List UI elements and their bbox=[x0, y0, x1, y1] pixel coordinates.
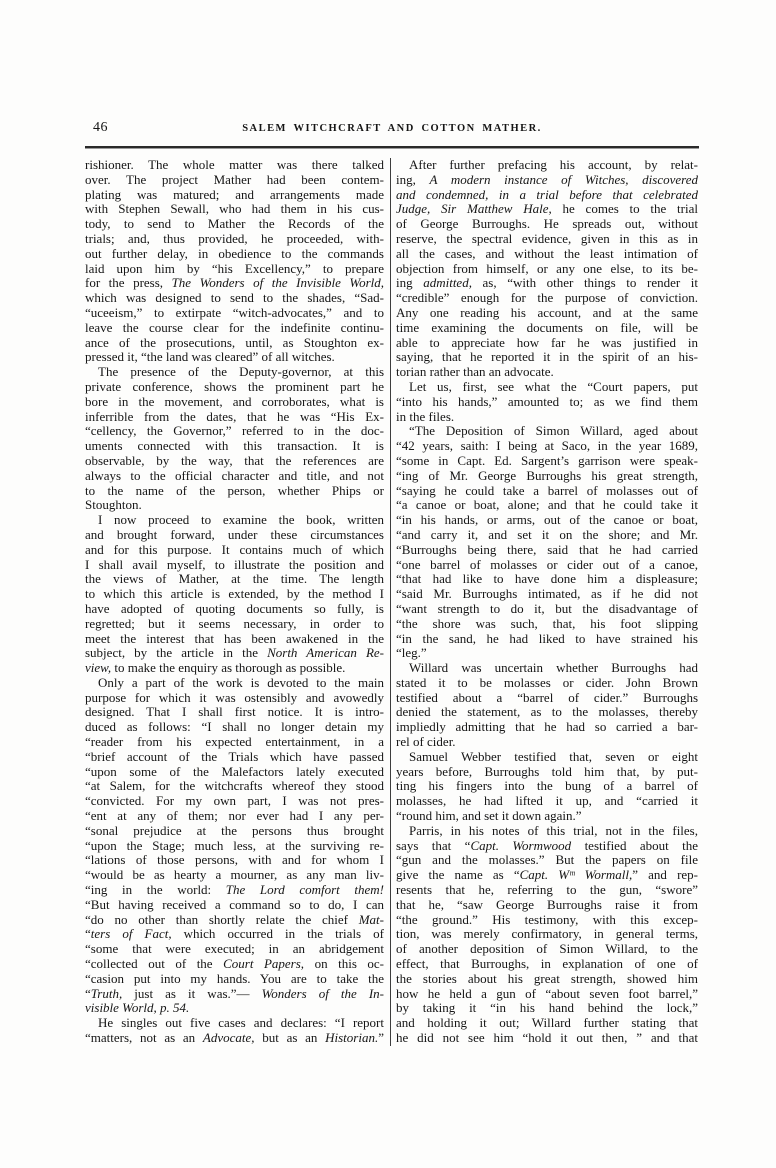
text-line: I shall avail myself, to illustrate the position and bbox=[85, 557, 384, 572]
text-line: “in his hands, or arms, out of the canoe or boat, bbox=[396, 513, 698, 528]
text-line: stated it to be molasses or cider. John Brown bbox=[396, 675, 698, 690]
text-line: ing admitted, as, “with other things to render it bbox=[396, 276, 698, 291]
text-line: “lations of those persons, with and for whom I bbox=[85, 853, 384, 868]
text-line: The presence of the Deputy-governor, at this bbox=[98, 365, 384, 380]
text-line: inferrible from the dates, that he was “His Ex- bbox=[85, 409, 384, 424]
text-line: “sonal prejudice at the persons thus brought bbox=[85, 823, 384, 838]
text-line: observable, by the way, that the references are bbox=[85, 453, 384, 468]
text-columns bbox=[85, 158, 699, 1046]
text-line: rishioner. The whole matter was there talked bbox=[85, 158, 384, 172]
text-line: designed. That I shall first notice. It is intro- bbox=[85, 705, 384, 720]
text-line: “do no other than shortly relate the chief Mat- bbox=[85, 912, 384, 927]
text-line: and holding it out; Willard further stating that bbox=[396, 1016, 698, 1031]
text-line: “convicted. For my own part, I was not pres- bbox=[85, 794, 384, 809]
text-line: reserve, the spectral evidence, given in this as in bbox=[396, 231, 698, 246]
text-line: and condemned, in a trial before that celebrated bbox=[396, 187, 698, 202]
text-line: visible World, p. 54. bbox=[85, 1001, 190, 1016]
text-line: “want strength to do it, but the disadvantage of bbox=[396, 601, 698, 616]
text-line: “would be as hearty a mourner, as any man liv- bbox=[85, 868, 384, 883]
text-line: “ent at any of them; nor ever had I any per- bbox=[85, 809, 384, 824]
text-line: to the name of the person, whether Phips or bbox=[85, 483, 384, 498]
text-line: “some that were executed; in an abridgement bbox=[85, 942, 384, 957]
text-line: “round him, and set it down again.” bbox=[396, 809, 582, 824]
text-line: all the cases, and without the least intimation of bbox=[396, 246, 698, 261]
text-line: for the press, The Wonders of the Invisible World, bbox=[85, 276, 384, 291]
text-line: “upon some of the Malefactors lately executed bbox=[85, 764, 384, 779]
text-line: out further delay, in obedience to the commands bbox=[85, 246, 384, 261]
text-line: “one barrel of molasses or cider out of a canoe, bbox=[396, 557, 698, 572]
text-line: resents that he, referring to the gun, “swore” bbox=[396, 883, 698, 898]
text-line: subject, by the article in the North American Re- bbox=[85, 646, 384, 661]
text-line: Judge, Sir Matthew Hale, he comes to the trial bbox=[396, 202, 698, 217]
text-line: regretted; but it seems necessary, in order to bbox=[85, 616, 384, 631]
right-column bbox=[396, 158, 698, 1046]
text-line: years before, Burroughs told him that, by put- bbox=[396, 764, 698, 779]
text-line: leave the course clear for the indefinite continu- bbox=[85, 320, 384, 335]
text-line: to which this article is extended, by the method I bbox=[85, 587, 384, 602]
text-line: time examining the documents on file, will be bbox=[396, 320, 698, 335]
text-line: by taking it “in his hand behind the lock,” bbox=[396, 1001, 698, 1016]
text-line: give the name as “Capt. Wᵐ Wormall,” and rep- bbox=[396, 868, 698, 883]
text-line: “said Mr. Burroughs intimated, as if he did not bbox=[396, 587, 698, 602]
text-line: over. The project Mather had been contem- bbox=[85, 172, 384, 187]
text-line: He singles out five cases and declares: “I report bbox=[98, 1016, 384, 1031]
text-line: “the shore was such, that, his foot slipping bbox=[396, 616, 698, 631]
text-line: “upon the Stage; much less, at the surviving re- bbox=[85, 838, 384, 853]
text-line: saying, that he reported it in the spirit of an his- bbox=[396, 350, 698, 365]
text-line: rel of cider. bbox=[396, 735, 456, 750]
text-line: ance of the prosecutions, until, as Stoughton ex- bbox=[85, 335, 384, 350]
text-line: “into his hands,” amounted to; as we find them bbox=[396, 394, 698, 409]
left-column bbox=[85, 158, 384, 1046]
text-line: “The Deposition of Simon Willard, aged about bbox=[409, 424, 698, 439]
text-line: private conference, shows the prominent part he bbox=[85, 379, 384, 394]
column-divider bbox=[390, 158, 391, 1046]
text-line: how he held a gun of “about seven foot barrel,” bbox=[396, 986, 698, 1001]
text-line: purpose for which it was ostensibly and avowedly bbox=[85, 690, 384, 705]
text-line: “that had like to have done him a displeasure; bbox=[396, 572, 698, 587]
text-line: I now proceed to examine the book, written bbox=[98, 513, 384, 528]
text-line: of George Burroughs. He spreads out, without bbox=[396, 217, 698, 232]
text-line: objection from himself, or any one else, to its be- bbox=[396, 261, 698, 276]
text-line: ing, A modern instance of Witches, discovered bbox=[396, 172, 698, 187]
text-line: duced as follows: “I shall no longer detain my bbox=[85, 720, 384, 735]
text-line: “uceeism,” to extirpate “witch-advocates,” and to bbox=[85, 305, 384, 320]
text-line: “gun and the molasses.” But the papers on file bbox=[396, 853, 698, 868]
text-line: in the files. bbox=[396, 409, 455, 424]
text-line: always to the official character and title, and not bbox=[85, 468, 384, 483]
text-line: Any one reading his account, and at the same bbox=[396, 305, 698, 320]
text-line: of another deposition of Simon Willard, to the bbox=[396, 942, 698, 957]
text-line: that he, “saw George Burroughs raise it from bbox=[396, 897, 698, 912]
text-line: denied the statement, as to the molasses, thereby bbox=[396, 705, 698, 720]
text-line: “the ground.” His testimony, with this excep- bbox=[396, 912, 698, 927]
text-line: “at Salem, for the witchcrafts whereof they stood bbox=[85, 779, 384, 794]
page-header bbox=[85, 118, 699, 140]
text-line: “ing of Mr. George Burroughs his great strength, bbox=[396, 468, 698, 483]
text-line: meet the interest that has been awakened in the bbox=[85, 631, 384, 646]
text-line: tion, was merely confirmatory, in general terms, bbox=[396, 927, 698, 942]
text-line: the stories about his great strength, showed him bbox=[396, 971, 698, 986]
text-line: “matters, not as an Advocate, but as an Historian.” bbox=[85, 1031, 384, 1046]
header-rule bbox=[85, 146, 699, 149]
text-line: ting his fingers into the bung of a barrel of bbox=[396, 779, 698, 794]
text-line: able to appreciate how far he was justified in bbox=[396, 335, 698, 350]
text-line: “ters of Fact, which occurred in the trials of bbox=[85, 927, 384, 942]
text-line: “reader from his expected entertainment, in a bbox=[85, 735, 384, 750]
text-line: have adopted of quoting documents so fully, is bbox=[85, 601, 384, 616]
text-line: “some in Capt. Ed. Sargent’s garrison were speak- bbox=[396, 453, 698, 468]
text-line: which was designed to send to the shades, “Sad- bbox=[85, 291, 384, 306]
text-line: with Stephen Sewall, who had them in his cus- bbox=[85, 202, 384, 217]
text-line: “a canoe or boat, alone; and that he could take it bbox=[396, 498, 698, 513]
text-line: Stoughton. bbox=[85, 498, 142, 513]
running-head: SALEM WITCHCRAFT AND COTTON MATHER. bbox=[242, 123, 542, 134]
text-line: effect, that Burroughs, in explanation of one of bbox=[396, 957, 698, 972]
text-line: “credible” enough for the purpose of conviction. bbox=[396, 291, 698, 306]
text-line: Willard was uncertain whether Burroughs had bbox=[409, 661, 698, 676]
text-line: and for this purpose. It contains much of which bbox=[85, 542, 384, 557]
text-line: “casion put into my hands. You are to take the bbox=[85, 971, 384, 986]
text-line: the views of Mather, at the time. The length bbox=[85, 572, 384, 587]
text-line: “collected out of the Court Papers, on this oc- bbox=[85, 957, 384, 972]
text-line: pressed it, “the land was cleared” of all witches. bbox=[85, 350, 335, 365]
text-line: “Burroughs being there, said that he had carried bbox=[396, 542, 698, 557]
text-line: bore in the movement, and corroborates, what is bbox=[85, 394, 384, 409]
text-line: impliedly admitting that he had so carried a bar- bbox=[396, 720, 698, 735]
text-line: view, to make the enquiry as thorough as possible. bbox=[85, 661, 346, 676]
text-line: trials; and, thus provided, he proceeded, with- bbox=[85, 231, 384, 246]
text-line: “42 years, saith: I being at Saco, in the year 1689, bbox=[396, 439, 698, 454]
page-content bbox=[85, 118, 699, 1046]
text-line: “ing in the world: The Lord comfort them! bbox=[85, 883, 384, 898]
text-line: “saying he could take a barrel of molasses out of bbox=[396, 483, 698, 498]
text-line: Samuel Webber testified that, seven or eight bbox=[409, 749, 698, 764]
text-line: Parris, in his notes of this trial, not in the files, bbox=[409, 823, 698, 838]
text-line: “But having received a command so to do, I can bbox=[85, 897, 384, 912]
text-line: uments connected with this transaction. It is bbox=[85, 439, 384, 454]
text-line: molasses, he had lifted it up, and “carried it bbox=[396, 794, 698, 809]
text-line: After further prefacing his account, by relat- bbox=[409, 158, 698, 172]
text-line: “in the sand, he had liked to have strained his bbox=[396, 631, 698, 646]
text-line: “and carry it, and set it on the shore; and Mr. bbox=[396, 527, 698, 542]
text-line: “brief account of the Trials which have passed bbox=[85, 749, 384, 764]
text-line: tody, to send to Mather the Records of the bbox=[85, 217, 384, 232]
text-line: Let us, first, see what the “Court papers, put bbox=[409, 379, 698, 394]
text-line: says that “Capt. Wormwood testified about the bbox=[396, 838, 698, 853]
text-line: plating was matured; and arrangements made bbox=[85, 187, 384, 202]
text-line: “Truth, just as it was.”— Wonders of the In- bbox=[85, 986, 384, 1001]
text-line: Only a part of the work is devoted to the main bbox=[98, 675, 384, 690]
page-number: 46 bbox=[93, 120, 108, 135]
text-line: and brought forward, under these circumstances bbox=[85, 527, 384, 542]
text-line: testified about a “barrel of cider.” Burroughs bbox=[396, 690, 698, 705]
text-line: “leg.” bbox=[396, 646, 427, 661]
text-line: “cellency, the Governor,” referred to in the doc- bbox=[85, 424, 384, 439]
text-line: laid upon him by “his Excellency,” to prepare bbox=[85, 261, 384, 276]
text-line: he did not see him “hold it out then, ” and that bbox=[396, 1031, 698, 1046]
text-line: torian rather than an advocate. bbox=[396, 365, 554, 380]
